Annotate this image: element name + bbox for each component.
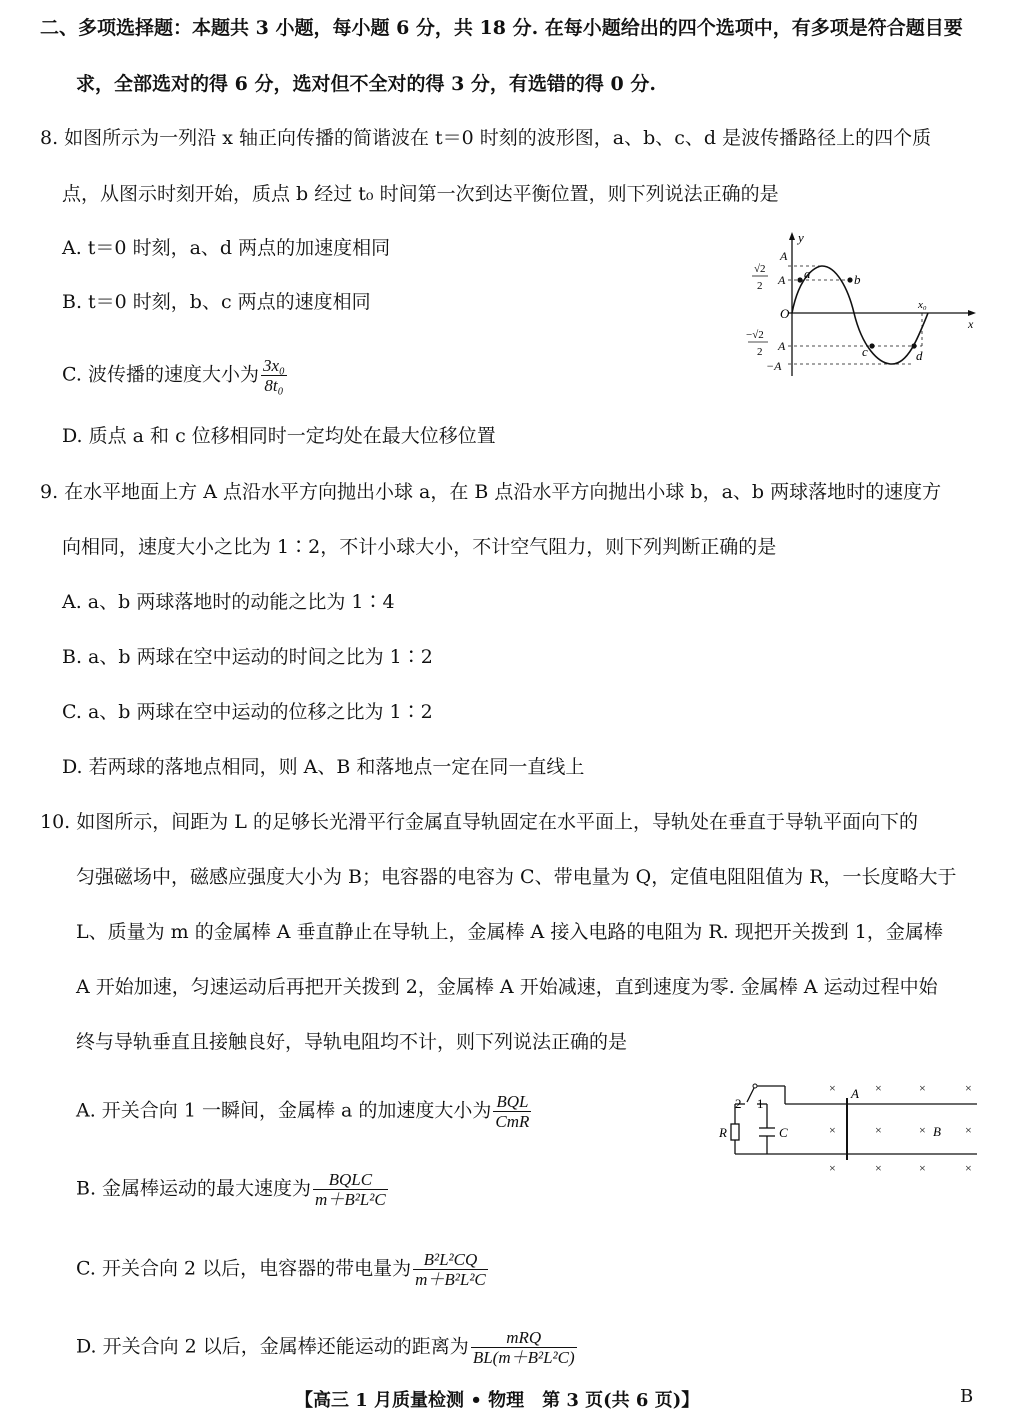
q10-option-b-text: B. 金属棒运动的最大速度为 [76,1177,312,1200]
field-cross: × [965,1081,972,1095]
page-footer: 【高三 1 月质量检测 • 物理 第 3 页(共 6 页)】 [295,1390,700,1411]
q10-option-c-text: C. 开关合向 2 以后，电容器的带电量为 [76,1257,412,1280]
q9-stem-line2: 向相同，速度大小之比为 1∶2，不计小球大小，不计空气阻力，则下列判断正确的是 [62,536,777,558]
q10-option-d-denominator: BL(m＋B²L²C) [472,1348,575,1367]
q10-option-a-numerator: BQL [493,1092,531,1112]
field-cross: × [829,1123,836,1137]
q10-stem-line1: 10. 如图所示，间距为 L 的足够长光滑平行金属直导轨固定在水平面上，导轨处在垂直于导轨平面向下的 [40,811,918,833]
field-cross: × [875,1123,882,1137]
q9-option-c: C. a、b 两球在空中运动的位移之比为 1∶2 [62,701,433,723]
q10-option-c-denominator: m＋B²L²C [415,1270,486,1289]
half-pos-a: A [778,273,786,287]
x-label: x [968,317,974,331]
q8-stem-line1: 8. 如图所示为一列沿 x 轴正向传播的简谐波在 t＝0 时刻的波形图，a、b、c、d 是波传播路径上的四个质 [40,127,932,149]
q10-option-b-denominator: m＋B²L²C [315,1190,386,1209]
q10-option-c-fraction [413,1250,488,1289]
x-axis-arrow-icon [968,310,976,316]
half-neg-den: 2 [757,346,763,358]
q10-option-c-numerator: B²L²CQ [413,1250,488,1270]
q8-stem-line2: 点，从图示时刻开始，质点 b 经过 t₀ 时间第一次到达平衡位置，则下列说法正确的是 [62,183,779,205]
q8-option-c [62,356,289,395]
point-c-dot [869,343,874,348]
point-c-label: c [862,344,868,359]
q10-stem-line2: 匀强磁场中，磁感应强度大小为 B；电容器的电容为 C、带电量为 Q，定值电阻阻值为 R，一长度略大于 [76,866,957,888]
q10-option-d-fraction [471,1328,577,1367]
origin-label: O [780,306,790,321]
rod-label: A [851,1086,859,1101]
switch-label-1: 1 [757,1096,764,1111]
point-d-label: d [916,348,923,363]
q9-stem-line1: 9. 在水平地面上方 A 点沿水平方向抛出小球 a，在 B 点沿水平方向抛出小球 b，a、b 两球落地时的速度方 [40,481,942,503]
q8-option-c-denominator: 8t₀ [264,376,284,395]
q10-option-a-text: A. 开关合向 1 一瞬间，金属棒 a 的加速度大小为 [76,1099,492,1122]
a-top-label: A [780,249,788,263]
half-pos-num: √2 [754,263,766,275]
q8-option-c-text: C. 波传播的速度大小为 [62,363,259,386]
q10-option-d [76,1328,579,1367]
y-axis-arrow-icon [789,232,795,240]
q9-option-a: A. a、b 两球落地时的动能之比为 1∶4 [62,591,395,613]
field-cross: × [829,1161,836,1175]
point-b-label: b [854,272,861,287]
x0-label: x₀ [918,299,927,311]
field-cross: × [919,1123,926,1137]
point-a-label: a [804,266,811,281]
neg-a-label: −A [766,359,782,373]
switch-label-2: 2 [735,1096,742,1111]
q10-option-b-numerator: BQLC [313,1170,388,1190]
q8-option-a: A. t＝0 时刻，a、d 两点的加速度相同 [62,237,391,259]
field-cross: × [965,1123,972,1137]
q10-stem-line5: 终与导轨垂直且接触良好，导轨电阻均不计，则下列说法正确的是 [76,1031,628,1053]
field-cross: × [965,1161,972,1175]
q8-option-c-numerator: 3x₀ [262,356,285,375]
q10-stem-line3: L、质量为 m 的金属棒 A 垂直静止在导轨上，金属棒 A 接入电路的电阻为 R. 现把开关拨到 1，金属棒 [76,921,943,943]
q10-option-b [76,1170,390,1209]
q10-stem-line4: A 开始加速，匀速运动后再把开关拨到 2，金属棒 A 开始减速，直到速度为零. 金属棒 A 运动过程中始 [76,976,938,998]
half-neg-a: A [778,339,786,353]
q10-option-c [76,1250,490,1289]
q8-option-c-fraction [261,356,287,395]
section-header-line2: 求，全部选对的得 6 分，选对但不全对的得 3 分，有选错的得 0 分. [76,73,656,95]
field-label: B [933,1124,941,1139]
resistor-label: R [719,1125,727,1140]
q10-option-a-denominator: CmR [495,1112,530,1131]
q8-option-d: D. 质点 a 和 c 位移相同时一定均处在最大位移位置 [62,425,496,447]
half-pos-den: 2 [757,280,763,292]
field-cross: × [919,1081,926,1095]
field-cross: × [875,1081,882,1095]
q10-option-d-text: D. 开关合向 2 以后，金属棒还能运动的距离为 [76,1335,469,1358]
q10-circuit-figure [715,1076,985,1180]
q10-option-a-fraction [493,1092,531,1131]
version-mark: B [960,1386,974,1407]
q9-option-b: B. a、b 两球在空中运动的时间之比为 1∶2 [62,646,433,668]
point-a-dot [797,277,802,282]
section-header-line1: 二、多项选择题：本题共 3 小题，每小题 6 分，共 18 分. 在每小题给出的四个选项中，有多项是符合题目要 [40,17,963,39]
switch-pivot [753,1084,757,1088]
q10-option-d-numerator: mRQ [471,1328,577,1348]
q8-option-b: B. t＝0 时刻，b、c 两点的速度相同 [62,291,371,313]
y-label: y [798,230,804,245]
field-cross: × [919,1161,926,1175]
q9-option-d: D. 若两球的落地点相同，则 A、B 和落地点一定在同一直线上 [62,756,585,778]
q10-option-a [76,1092,533,1131]
field-cross: × [875,1161,882,1175]
point-b-dot [847,277,852,282]
field-cross: × [829,1081,836,1095]
resistor [731,1124,739,1140]
switch-blade [747,1086,755,1102]
q10-option-b-fraction [313,1170,388,1209]
half-neg-num: −√2 [746,329,764,341]
q8-wave-figure [740,228,980,380]
capacitor-label: C [779,1125,788,1140]
